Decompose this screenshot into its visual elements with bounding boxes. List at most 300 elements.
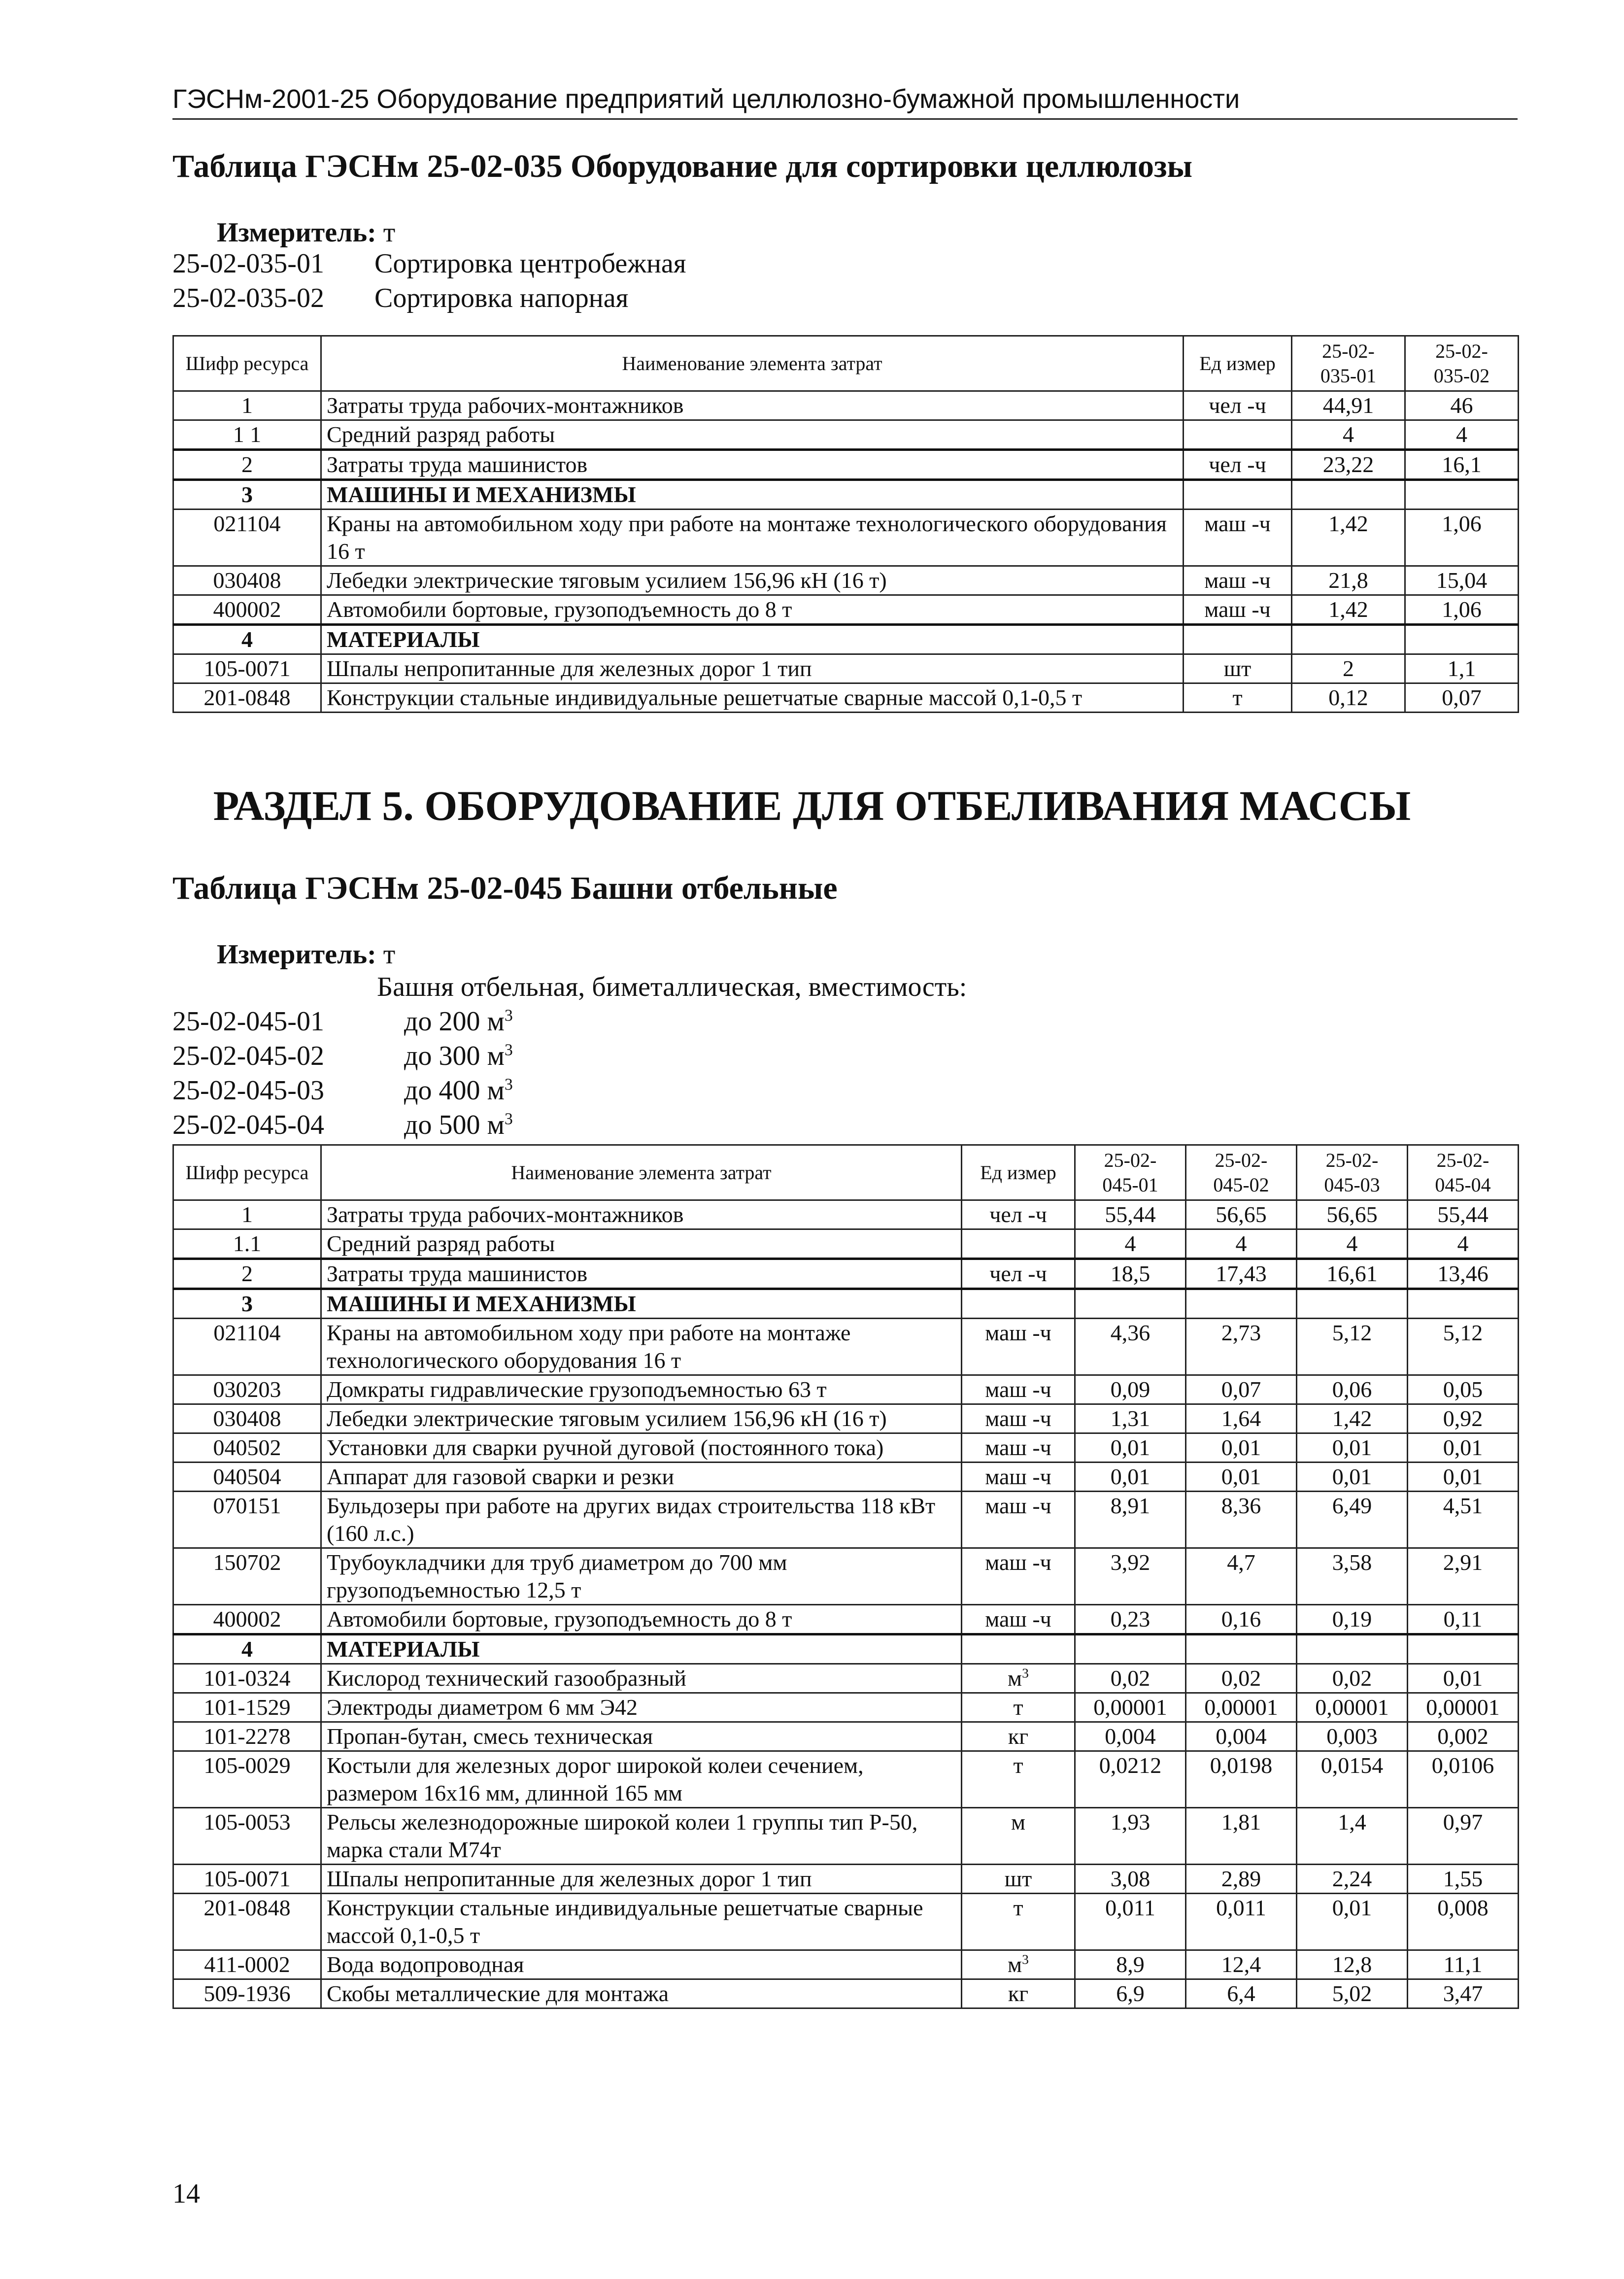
header-name: Наименование элемента затрат [321, 336, 1184, 391]
cell-value [1075, 1605, 1186, 1634]
cell-name [321, 1865, 962, 1894]
cell-value-text: 0,19 [1332, 1606, 1372, 1632]
cell-name [321, 1229, 962, 1259]
cell-name [321, 1605, 962, 1634]
cell-code-text: 4 [241, 627, 253, 652]
item-code: 25-02-045-04 [172, 1110, 324, 1140]
cell-name-text: Автомобили бортовые, грузоподъемность до 8 т [327, 597, 792, 622]
cell-value-text: 0,01 [1110, 1464, 1150, 1489]
cell-unit [962, 1548, 1075, 1605]
table-row [173, 1492, 1519, 1548]
cell-code [173, 1634, 321, 1664]
cell-value-text: 0,0154 [1320, 1753, 1384, 1778]
cell-value-text: 5,12 [1332, 1320, 1372, 1345]
cell-code [173, 1664, 321, 1693]
cell-name [321, 1289, 962, 1319]
cell-name [321, 1319, 962, 1375]
cell-value-text: 8,36 [1221, 1493, 1261, 1518]
cell-value [1408, 1200, 1519, 1229]
table-row [173, 1548, 1519, 1605]
cell-value [1408, 1259, 1519, 1289]
cell-unit [962, 1693, 1075, 1722]
cell-value [1186, 1950, 1297, 1979]
cell-value [1075, 1664, 1186, 1693]
cell-value [1075, 1634, 1186, 1664]
cell-code [173, 625, 321, 654]
cell-value [1297, 1693, 1408, 1722]
cell-value-text: 0,01 [1443, 1435, 1483, 1460]
cell-value [1186, 1693, 1297, 1722]
cell-value-text: 1,42 [1332, 1406, 1372, 1431]
cell-unit-text: т [1232, 685, 1243, 710]
cell-value-text: 2 [1343, 656, 1354, 681]
cell-value [1408, 1865, 1519, 1894]
cell-name-text: Краны на автомобильном ходу при работе на монтаже технологического оборудования 16 т [327, 1320, 851, 1373]
cell-value-text: 44,91 [1322, 393, 1374, 418]
cell-value [1075, 1979, 1186, 2008]
cell-code-text: 101-2278 [203, 1724, 291, 1749]
table2-header-row [173, 1145, 1519, 1200]
cell-name [321, 1894, 962, 1950]
cell-value [1297, 1808, 1408, 1865]
header-col-top: 25-02- [1436, 1149, 1489, 1171]
cell-value [1408, 1808, 1519, 1865]
cell-value [1297, 1894, 1408, 1950]
cell-name-text: Конструкции стальные индивидуальные решетчатые сварные массой 0,1-0,5 т [327, 685, 1083, 710]
cell-code [173, 1693, 321, 1722]
cell-value [1297, 1229, 1408, 1259]
table-row [173, 566, 1519, 595]
cell-value-text: 4,36 [1110, 1320, 1150, 1345]
table-row [173, 1950, 1519, 1979]
cell-name-text: Кислород технический газообразный [327, 1666, 686, 1691]
cell-value [1408, 1433, 1519, 1463]
cell-unit [962, 1894, 1075, 1950]
cell-code-text: 105-0071 [203, 656, 291, 681]
cell-value [1297, 1751, 1408, 1808]
cell-value-text: 0,02 [1110, 1666, 1150, 1691]
header-unit: Ед измер [962, 1145, 1075, 1200]
header-col-bottom: 045-01 [1102, 1173, 1158, 1196]
cell-value [1075, 1404, 1186, 1433]
cell-name-text: Трубоукладчики для труб диаметром до 700 мм грузоподъемностью 12,5 т [327, 1550, 787, 1602]
cell-value [1297, 1950, 1408, 1979]
cell-value [1075, 1808, 1186, 1865]
cell-code-text: 201-0848 [203, 1895, 291, 1920]
cell-name [321, 1722, 962, 1751]
cell-value-text: 0,09 [1110, 1377, 1150, 1402]
cell-value [1297, 1605, 1408, 1634]
cell-value-text: 2,24 [1332, 1866, 1372, 1891]
table1-meter-label: Измеритель: [217, 217, 376, 248]
cell-value [1186, 1375, 1297, 1404]
table-row [173, 480, 1519, 510]
cell-value-text: 11,1 [1443, 1952, 1483, 1977]
table-row [173, 1605, 1519, 1634]
cell-code-text: 4 [241, 1636, 253, 1662]
item-desc [404, 1004, 513, 1039]
cell-unit-text: маш -ч [985, 1464, 1051, 1489]
table-row [173, 510, 1519, 566]
cell-value-text: 1,06 [1442, 597, 1482, 622]
cell-unit [1184, 595, 1292, 625]
cell-name-text: Домкраты гидравлические грузоподъемностью 63 т [327, 1377, 827, 1402]
cell-value-text: 2,89 [1221, 1866, 1261, 1891]
cell-name-text: Скобы металлические для монтажа [327, 1981, 669, 2006]
cell-value-text: 21,8 [1328, 568, 1368, 593]
cell-name-text: Краны на автомобильном ходу при работе на монтаже технологического оборудования 16 т [327, 511, 1167, 564]
cell-code-text: 101-1529 [203, 1695, 291, 1720]
section-title: РАЗДЕЛ 5. ОБОРУДОВАНИЕ ДЛЯ ОТБЕЛИВАНИЯ МАССЫ [213, 782, 1411, 829]
cell-value [1186, 1751, 1297, 1808]
cell-value-text: 6,49 [1332, 1493, 1372, 1518]
table-row [173, 1751, 1519, 1808]
cell-value [1292, 625, 1405, 654]
cell-code-text: 3 [241, 1291, 253, 1316]
cell-code [173, 1463, 321, 1492]
header-col-top: 25-02- [1215, 1149, 1268, 1171]
cell-unit-text: чел -ч [989, 1202, 1047, 1227]
cell-name [321, 1751, 962, 1808]
cell-unit [962, 1259, 1075, 1289]
cell-code-text: 1 [241, 1202, 253, 1227]
table-row [173, 391, 1519, 420]
cell-value [1186, 1664, 1297, 1693]
cell-value-text: 4 [1124, 1231, 1136, 1256]
cell-value [1297, 1634, 1408, 1664]
table-row [173, 1979, 1519, 2008]
cell-unit [962, 1722, 1075, 1751]
table-row [173, 1634, 1519, 1664]
table1-body [173, 391, 1519, 713]
cell-value-text: 0,00001 [1204, 1695, 1278, 1720]
cell-value-text: 4 [1343, 422, 1354, 447]
cell-value-text: 0,02 [1221, 1666, 1261, 1691]
cell-name-text: Средний разряд работы [327, 422, 555, 447]
cell-value-text: 0,12 [1328, 685, 1368, 710]
cell-name-text: Рельсы железнодорожные широкой колеи 1 группы тип Р-50, марка стали М74т [327, 1809, 918, 1862]
cell-unit [1184, 625, 1292, 654]
item-desc [404, 1039, 513, 1073]
cell-unit-text: кг [1008, 1981, 1029, 2006]
cell-value [1186, 1289, 1297, 1319]
table-row [173, 1229, 1519, 1259]
cell-value-text: 1,93 [1110, 1809, 1150, 1835]
cell-unit [962, 1751, 1075, 1808]
cell-unit [962, 1319, 1075, 1375]
cell-name-text: МАШИНЫ И МЕХАНИЗМЫ [327, 482, 636, 507]
table2-lead: Башня отбельная, биметаллическая, вместимость: [377, 972, 967, 1002]
cell-unit [962, 1375, 1075, 1404]
cell-unit [962, 1664, 1075, 1693]
cell-value [1186, 1808, 1297, 1865]
cell-unit-text: маш -ч [1204, 511, 1271, 536]
table2 [172, 1144, 1519, 2009]
cell-value-text: 0,002 [1437, 1724, 1489, 1749]
cell-code-text: 021104 [213, 1320, 281, 1345]
cell-value-text: 0,004 [1216, 1724, 1267, 1749]
cell-value [1186, 1200, 1297, 1229]
cell-code [173, 450, 321, 480]
table-row [173, 1375, 1519, 1404]
cell-value-text: 4 [1235, 1231, 1247, 1256]
cell-value [1292, 391, 1405, 420]
cell-unit [1184, 391, 1292, 420]
cell-value-text: 0,011 [1216, 1895, 1266, 1920]
item-desc: Сортировка центробежная [374, 248, 686, 279]
cell-code-text: 021104 [213, 511, 281, 536]
cell-value-text: 0,01 [1110, 1435, 1150, 1460]
cell-name-text: Бульдозеры при работе на других видах строительства 118 кВт (160 л.с.) [327, 1493, 936, 1546]
cell-unit-text: маш -ч [985, 1320, 1051, 1345]
header-col [1408, 1145, 1519, 1200]
table-row [173, 450, 1519, 480]
cell-code-text: 1 1 [233, 422, 262, 447]
cell-unit-text: т [1013, 1753, 1023, 1778]
cell-unit [1184, 683, 1292, 713]
cell-value [1297, 1375, 1408, 1404]
cell-value [1408, 1229, 1519, 1259]
header-col-bottom: 045-02 [1213, 1173, 1269, 1196]
cell-unit-text: маш -ч [985, 1435, 1051, 1460]
cell-value-text: 0,01 [1332, 1464, 1372, 1489]
header-col-bottom: 045-04 [1435, 1173, 1491, 1196]
cell-value-text: 0,008 [1437, 1895, 1489, 1920]
cell-code-text: 040504 [213, 1464, 281, 1489]
cell-name [321, 595, 1184, 625]
cell-value [1408, 1404, 1519, 1433]
cell-value-text: 15,04 [1436, 568, 1488, 593]
cell-name-text: Затраты труда рабочих-монтажников [327, 1202, 684, 1227]
cell-code [173, 420, 321, 450]
cell-value [1075, 1751, 1186, 1808]
cell-code-text: 040502 [213, 1435, 281, 1460]
cell-name [321, 391, 1184, 420]
cell-name-text: Вода водопроводная [327, 1952, 524, 1977]
cell-value-text: 0,23 [1110, 1606, 1150, 1632]
cell-value-text: 3,58 [1332, 1550, 1372, 1575]
cell-unit-text: м [1008, 1952, 1022, 1977]
cell-value-text: 12,8 [1332, 1952, 1372, 1977]
cell-name [321, 1492, 962, 1548]
header-unit: Ед измер [1184, 336, 1292, 391]
table-row [173, 1894, 1519, 1950]
item-code: 25-02-035-02 [172, 283, 324, 313]
cell-value [1297, 1404, 1408, 1433]
cell-value [1405, 595, 1519, 625]
cell-value-text: 1,81 [1221, 1809, 1261, 1835]
cell-unit-text: шт [1004, 1866, 1032, 1891]
header-col-top: 25-02- [1435, 340, 1488, 362]
cell-value-text: 0,05 [1443, 1377, 1483, 1402]
header-col [1186, 1145, 1297, 1200]
cell-name-text: Пропан-бутан, смесь техническая [327, 1724, 653, 1749]
cell-value [1405, 654, 1519, 683]
cell-value [1405, 625, 1519, 654]
cell-value-text: 1,42 [1328, 511, 1368, 536]
cell-name-text: Установки для сварки ручной дуговой (постоянного тока) [327, 1435, 884, 1460]
cell-value-text: 8,91 [1110, 1493, 1150, 1518]
table-row [173, 1664, 1519, 1693]
cell-value [1408, 1894, 1519, 1950]
cell-name-text: Затраты труда машинистов [327, 1261, 588, 1286]
cell-name-text: Затраты труда рабочих-монтажников [327, 393, 684, 418]
table2-meter-unit: т [383, 939, 396, 970]
cell-value [1297, 1865, 1408, 1894]
cell-value-text: 0,011 [1105, 1895, 1155, 1920]
cell-value-text: 0,01 [1332, 1895, 1372, 1920]
cell-code-text: 030203 [213, 1377, 281, 1402]
item-code: 25-02-045-01 [172, 1006, 324, 1037]
cell-code [173, 1200, 321, 1229]
cell-code [173, 1722, 321, 1751]
cell-name [321, 1375, 962, 1404]
cell-value-text: 1,31 [1110, 1406, 1150, 1431]
cell-name-text: Аппарат для газовой сварки и резки [327, 1464, 675, 1489]
cell-value [1186, 1894, 1297, 1950]
cell-value [1297, 1664, 1408, 1693]
table-row [173, 1722, 1519, 1751]
header-col-top: 25-02- [1325, 1149, 1379, 1171]
cell-unit [1184, 654, 1292, 683]
cell-value-text: 2,91 [1443, 1550, 1483, 1575]
table1-title: Таблица ГЭСНм 25-02-035 Оборудование для сортировки целлюлозы [172, 148, 1193, 184]
cell-value-text: 1,55 [1443, 1866, 1483, 1891]
cell-code [173, 654, 321, 683]
item-desc-sup: 3 [504, 1041, 513, 1059]
cell-unit-text: м [1008, 1666, 1022, 1691]
cell-value-text: 16,61 [1326, 1261, 1378, 1286]
cell-value [1297, 1259, 1408, 1289]
table-row [173, 1865, 1519, 1894]
cell-value [1186, 1319, 1297, 1375]
cell-code [173, 1289, 321, 1319]
cell-value-text: 0,0198 [1210, 1753, 1273, 1778]
cell-code [173, 1319, 321, 1375]
cell-value-text: 55,44 [1437, 1202, 1489, 1227]
cell-code-text: 2 [241, 452, 253, 477]
cell-code-text: 105-0053 [203, 1809, 291, 1835]
cell-value-text: 0,004 [1105, 1724, 1156, 1749]
cell-name [321, 625, 1184, 654]
cell-value [1186, 1259, 1297, 1289]
cell-value [1075, 1492, 1186, 1548]
cell-value-text: 0,11 [1443, 1606, 1483, 1632]
cell-name [321, 480, 1184, 510]
cell-unit [1184, 510, 1292, 566]
cell-value [1405, 391, 1519, 420]
cell-value [1408, 1693, 1519, 1722]
cell-value-text: 56,65 [1326, 1202, 1378, 1227]
header-col-top: 25-02- [1104, 1149, 1157, 1171]
cell-name [321, 566, 1184, 595]
cell-value [1075, 1259, 1186, 1289]
cell-code-text: 400002 [213, 597, 281, 622]
cell-value-text: 2,73 [1221, 1320, 1261, 1345]
cell-code-text: 1 [241, 393, 253, 418]
cell-code-text: 411-0002 [204, 1952, 290, 1977]
cell-value [1186, 1463, 1297, 1492]
cell-value [1297, 1548, 1408, 1605]
cell-unit-sup: 3 [1022, 1665, 1029, 1681]
cell-code [173, 566, 321, 595]
cell-code [173, 1259, 321, 1289]
cell-code-text: 201-0848 [203, 685, 291, 710]
cell-unit-sup: 3 [1022, 1951, 1029, 1967]
cell-code-text: 150702 [213, 1550, 281, 1575]
cell-value [1297, 1463, 1408, 1492]
cell-name-text: Костыли для железных дорог широкой колеи сечением, размером 16х16 мм, длинной 165 мм [327, 1753, 864, 1805]
cell-value [1186, 1404, 1297, 1433]
cell-value [1408, 1950, 1519, 1979]
table1 [172, 335, 1519, 713]
cell-value [1292, 480, 1405, 510]
cell-value [1405, 480, 1519, 510]
cell-value-text: 23,22 [1322, 452, 1374, 477]
cell-value [1075, 1433, 1186, 1463]
cell-value-text: 17,43 [1216, 1261, 1267, 1286]
cell-value-text: 0,00001 [1315, 1695, 1389, 1720]
cell-value [1292, 420, 1405, 450]
cell-unit [962, 1634, 1075, 1664]
table-row [173, 654, 1519, 683]
cell-value [1297, 1433, 1408, 1463]
cell-code [173, 480, 321, 510]
cell-unit [962, 1808, 1075, 1865]
cell-value [1186, 1605, 1297, 1634]
cell-value-text: 1,06 [1442, 511, 1482, 536]
cell-name [321, 420, 1184, 450]
cell-unit [962, 1433, 1075, 1463]
cell-code [173, 1548, 321, 1605]
header-col [1405, 336, 1519, 391]
cell-name [321, 1548, 962, 1605]
cell-name-text: Электроды диаметром 6 мм Э42 [327, 1695, 638, 1720]
cell-unit [962, 1463, 1075, 1492]
cell-value [1408, 1319, 1519, 1375]
cell-value-text: 4,51 [1443, 1493, 1483, 1518]
cell-value [1408, 1375, 1519, 1404]
cell-code-text: 070151 [213, 1493, 281, 1518]
cell-unit-text: шт [1223, 656, 1252, 681]
cell-code [173, 1229, 321, 1259]
cell-code-text: 105-0029 [203, 1753, 291, 1778]
cell-value [1186, 1548, 1297, 1605]
cell-value [1292, 683, 1405, 713]
cell-code [173, 1605, 321, 1634]
cell-value-text: 1,42 [1328, 597, 1368, 622]
cell-unit [962, 1865, 1075, 1894]
cell-value-text: 0,16 [1221, 1606, 1261, 1632]
cell-value [1292, 654, 1405, 683]
cell-name [321, 450, 1184, 480]
cell-value [1186, 1433, 1297, 1463]
cell-value-text: 0,00001 [1426, 1695, 1500, 1720]
cell-value [1408, 1664, 1519, 1693]
cell-value [1186, 1634, 1297, 1664]
cell-code-text: 509-1936 [203, 1981, 291, 2006]
cell-value-text: 0,97 [1443, 1809, 1483, 1835]
cell-value-text: 5,12 [1443, 1320, 1483, 1345]
cell-value-text: 1,4 [1338, 1809, 1366, 1835]
cell-name [321, 1693, 962, 1722]
cell-value-text: 0,01 [1332, 1435, 1372, 1460]
table-row [173, 1259, 1519, 1289]
cell-value [1075, 1548, 1186, 1605]
cell-value-text: 6,9 [1116, 1981, 1145, 2006]
cell-unit [1184, 480, 1292, 510]
cell-value-text: 3,47 [1443, 1981, 1483, 2006]
